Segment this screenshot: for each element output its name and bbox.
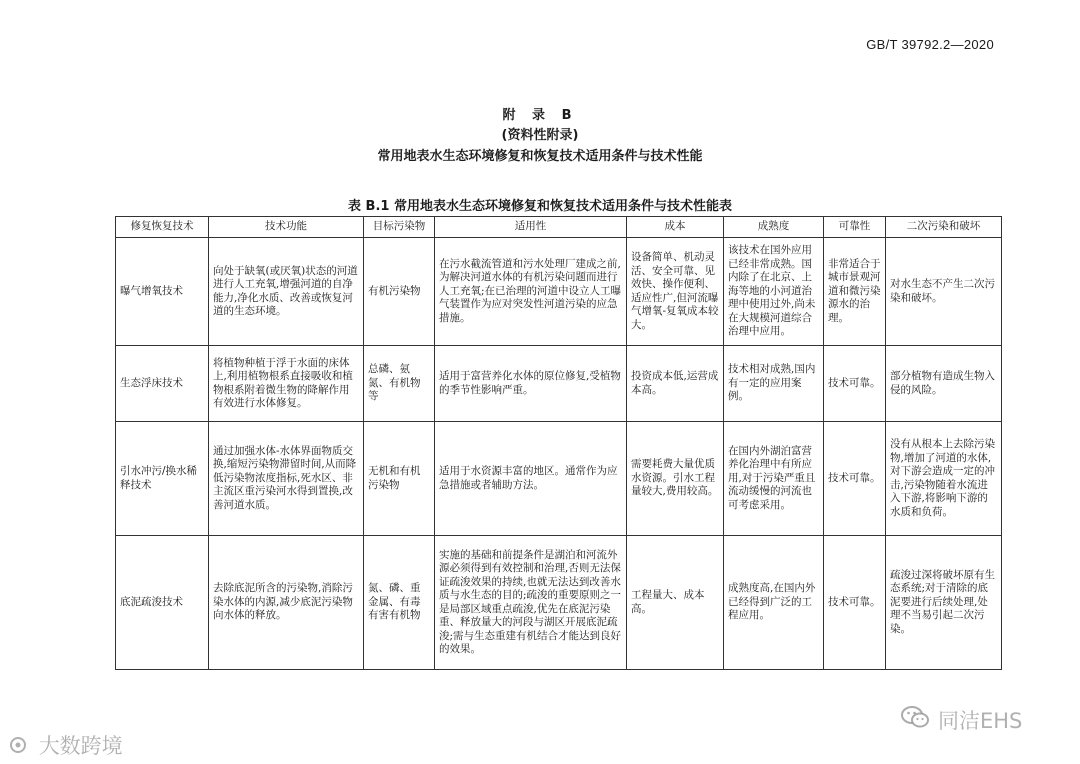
target-pollutant: 氮、磷、重金属、有毒有害有机物 <box>364 536 435 670</box>
applicability: 实施的基础和前提条件是湖泊和河流外源必须得到有效控制和治理,否则无法保证疏浚效果的持续,也就无法达到改善水质与水生态的目的;疏浚的重要原则之一是局部区域重点疏浚,优先在底泥污染重、释放量大的河段与湖区开展底泥疏浚;需与生态重建有机结合才能达到良好的效果。 <box>435 536 627 670</box>
header-cell: 成熟度 <box>724 217 824 238</box>
secondary-pollution: 对水生态不产生二次污染和破坏。 <box>886 238 1002 346</box>
appendix-subtitle: 常用地表水生态环境修复和恢复技术适用条件与技术性能 <box>377 149 703 164</box>
reliability: 非常适合于城市景观河道和微污染源水的治理。 <box>824 238 886 346</box>
wechat-icon <box>900 704 930 735</box>
target-pollutant: 无机和有机污染物 <box>364 422 435 536</box>
maturity: 成熟度高,在国内外已经得到广泛的工程应用。 <box>724 536 824 670</box>
maturity: 该技术在国外应用已经非常成熟。国内除了在北京、上海等地的小河道治理中使用过外,尚未在大规模河道综合治理中应用。 <box>724 238 824 346</box>
header-cell: 二次污染和破坏 <box>886 217 1002 238</box>
table-row <box>116 238 1002 346</box>
secondary-pollution: 没有从根本上去除污染物,增加了河道的水体,对下游会造成一定的冲击,污染物随着水流进入下游,将影响下游的水质和负荷。 <box>886 422 1002 536</box>
maturity: 在国内外湖泊富营养化治理中有所应用,对于污染严重且流动缓慢的河流也可考虑采用。 <box>724 422 824 536</box>
technology-function: 将植物种植于浮于水面的床体上,利用植物根系直接吸收和植物根系附着微生物的降解作用有效进行水体修复。 <box>209 346 364 422</box>
watermark-left-text: 大数跨境 <box>38 734 123 758</box>
target-pollutant: 有机污染物 <box>364 238 435 346</box>
reliability: 技术可靠。 <box>824 536 886 670</box>
target-pollutant: 总磷、氨氮、有机物等 <box>364 346 435 422</box>
watermark-left <box>8 730 123 760</box>
appendix-type: (资料性附录) <box>501 128 579 143</box>
header-cell: 技术功能 <box>209 217 364 238</box>
applicability: 在污水截流管道和污水处理厂建成之前,为解决河道水体的有机污染问题而进行人工充氧;在已治理的河道中设立人工曝气装置作为应对突发性河道污染的应急措施。 <box>435 238 627 346</box>
technology-table <box>115 216 1002 670</box>
table-header-row <box>116 217 1002 238</box>
table-caption: 表 B.1 常用地表水生态环境修复和恢复技术适用条件与技术性能表 <box>348 199 732 214</box>
applicability: 适用于富营养化水体的原位修复,受植物的季节性影响严重。 <box>435 346 627 422</box>
cost: 工程量大、成本高。 <box>627 536 724 670</box>
technology-name: 引水冲污/换水稀释技术 <box>116 422 209 536</box>
watermark-right-text: 同洁EHS <box>938 708 1023 733</box>
watermark-right <box>900 704 1022 735</box>
maturity: 技术相对成熟,国内有一定的应用案例。 <box>724 346 824 422</box>
standard-code: GB/T 39792.2—2020 <box>866 37 994 52</box>
cost: 需要耗费大量优质水资源。引水工程量较大,费用较高。 <box>627 422 724 536</box>
technology-function: 向处于缺氧(或厌氧)状态的河道进行人工充氧,增强河道的自净能力,净化水质、改善或恢复河道的生态环境。 <box>209 238 364 346</box>
technology-name: 生态浮床技术 <box>116 346 209 422</box>
reliability: 技术可靠。 <box>824 346 886 422</box>
secondary-pollution: 疏浚过深将破坏原有生态系统;对于清除的底泥要进行后续处理,处理不当易引起二次污染。 <box>886 536 1002 670</box>
header-cell: 适用性 <box>435 217 627 238</box>
header-cell: 可靠性 <box>824 217 886 238</box>
technology-name: 曝气增氧技术 <box>116 238 209 346</box>
reliability: 技术可靠。 <box>824 422 886 536</box>
secondary-pollution: 部分植物有造成生物入侵的风险。 <box>886 346 1002 422</box>
applicability: 适用于水资源丰富的地区。通常作为应急措施或者辅助方法。 <box>435 422 627 536</box>
appendix-title: 附 录 B <box>502 108 578 123</box>
technology-function: 通过加强水体-水体界面物质交换,缩短污染物滞留时间,从而降低污染物浓度指标,死水区、非主流区重污染河水得到置换,改善河道水质。 <box>209 422 364 536</box>
header-cell: 修复恢复技术 <box>116 217 209 238</box>
cost: 设备简单、机动灵活、安全可靠、见效快、操作便利、适应性广,但河流曝气增氧-复氧成本较大。 <box>627 238 724 346</box>
header-cell: 成本 <box>627 217 724 238</box>
header-cell: 目标污染物 <box>364 217 435 238</box>
cost: 投资成本低,运营成本高。 <box>627 346 724 422</box>
technology-function: 去除底泥所含的污染物,消除污染水体的内源,减少底泥污染物向水体的释放。 <box>209 536 364 670</box>
ring-logo-icon <box>8 735 28 760</box>
table-row <box>116 346 1002 422</box>
table-row <box>116 422 1002 536</box>
technology-name: 底泥疏浚技术 <box>116 536 209 670</box>
table-row <box>116 536 1002 670</box>
